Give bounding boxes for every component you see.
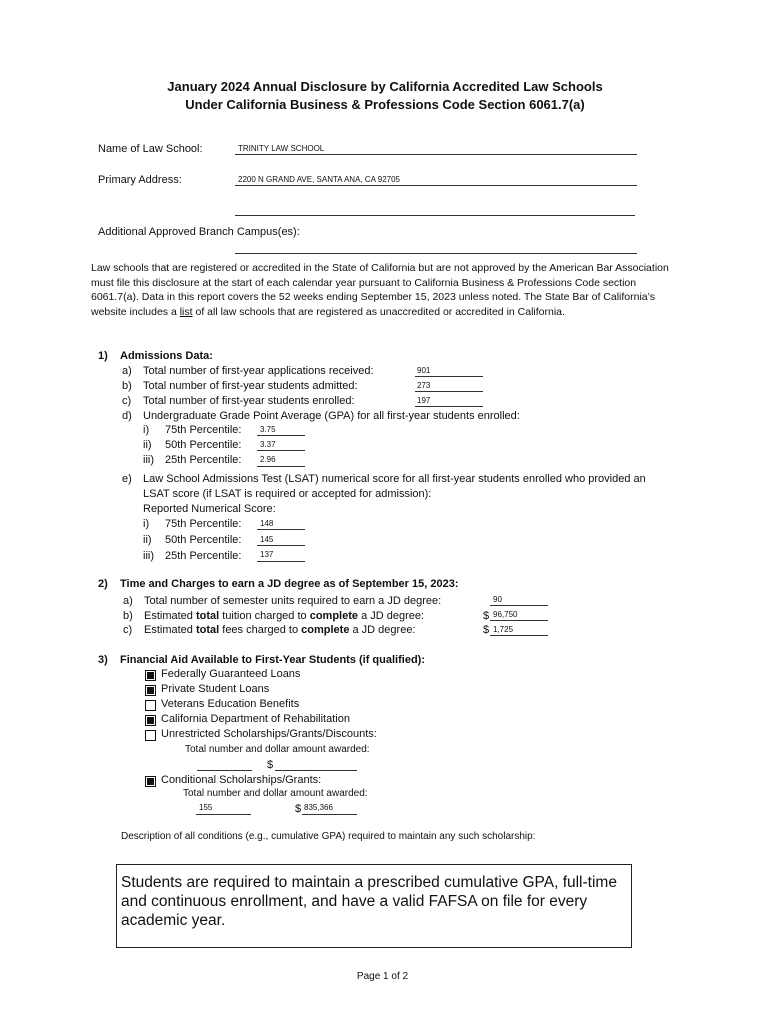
gpa-50-mark: ii) [143,439,152,451]
students-admitted-value[interactable]: 273 [417,381,431,390]
conditional-total-label: Total number and dollar amount awarded: [183,788,368,799]
fees-total-emphasis: total [195,624,220,636]
federal-loans-label: Federally Guaranteed Loans [161,668,301,680]
applications-line [415,376,483,377]
fees-value[interactable]: 1,725 [493,625,514,634]
gpa-50-line [257,450,305,451]
item-1b-mark: b) [122,380,132,392]
semester-units-value[interactable]: 90 [493,595,502,604]
lsat-75-label: 75th Percentile: [165,518,242,530]
item-1c-mark: c) [122,395,132,407]
item-2c-label [144,624,416,636]
item-1e-line-2: LSAT score (if LSAT is required or accepted for admission): [143,488,432,500]
conditional-count-line [196,814,251,815]
item-1e-mark: e) [122,473,132,485]
intro-text-end: of all law schools that are registered as unaccredited or accredited in California. [192,305,565,318]
section-3-heading: Financial Aid Available to First-Year Students (if qualified): [120,654,425,666]
lsat-50-mark: ii) [143,534,152,546]
conditional-amount-line [302,814,357,815]
tuition-line [490,620,548,621]
section-2-heading: Time and Charges to earn a JD degree as of September 15, 2023: [120,578,459,590]
page-footer: Page 1 of 2 [356,971,409,982]
gpa-25-value[interactable]: 2.96 [260,455,276,464]
gpa-25-line [257,466,305,467]
semester-units-line [490,605,548,606]
conditions-text-box[interactable] [116,864,632,948]
page-title-line-2: Under California Business & Professions Code Section 6061.7(a) [185,97,585,112]
conditions-description-label: Description of all conditions (e.g., cumulative GPA) required to maintain any such scholarship: [121,831,536,842]
gpa-75-label: 75th Percentile: [165,424,242,436]
gpa-75-value[interactable]: 3.75 [260,425,276,434]
item-1a-mark: a) [122,365,132,377]
gpa-75-line [257,435,305,436]
fees-text-1: Estimated [144,624,196,636]
section-1-heading: Admissions Data: [120,350,213,362]
school-name-line [235,154,637,155]
item-1e-line-3: Reported Numerical Score: [143,503,276,515]
unrestricted-scholarships-checkbox[interactable] [145,730,156,741]
unrestricted-dollar-sign: $ [267,759,274,771]
section-3-number: 3) [98,654,108,666]
lsat-25-value[interactable]: 137 [260,550,274,559]
primary-address-label: Primary Address: [98,174,182,186]
federal-loans-checkbox[interactable] [145,670,156,681]
address-second-line[interactable] [235,215,635,216]
rehabilitation-label: California Department of Rehabilitation [161,713,350,725]
lsat-50-line [257,545,305,546]
private-loans-label: Private Student Loans [161,683,270,695]
tuition-total-emphasis: total [195,610,220,622]
conditions-text: Students are required to maintain a prescribed cumulative GPA, full-time and continuous enrollment, and have a valid FAFSA on file for every academic year. [121,874,617,929]
item-2c-mark: c) [123,624,133,636]
conditional-count-value[interactable]: 155 [199,803,213,812]
veterans-benefits-label: Veterans Education Benefits [161,698,300,710]
admitted-line [415,391,483,392]
law-schools-list-link[interactable]: list [179,305,193,318]
applications-received-value[interactable]: 901 [417,366,431,375]
fees-dollar-sign: $ [483,624,490,636]
fees-text-3: a JD degree: [349,624,416,636]
conditional-scholarships-checkbox[interactable] [145,776,156,787]
gpa-75-mark: i) [143,424,150,436]
intro-text-start: Law schools that are registered or accredited in the State of California but are not approved by the American Bar Association must file this disclosure at the start of each calendar year pursuant to California Business & Professions Code section 6061.7(a). Data in this report covers the 52 weeks ending September 15, 2023 unless noted. The State Bar of California’s website includes a [91,262,669,318]
gpa-50-value[interactable]: 3.37 [260,440,276,449]
unrestricted-amount-line [275,770,357,771]
lsat-25-label: 25th Percentile: [165,550,242,562]
item-1d-label: Undergraduate Grade Point Average (GPA) for all first-year students enrolled: [143,410,520,422]
unrestricted-scholarships-label: Unrestricted Scholarships/Grants/Discounts: [161,728,377,740]
tuition-complete-emphasis: complete [309,610,359,622]
fees-complete-emphasis: complete [301,624,350,636]
item-2b-label [144,610,424,622]
lsat-25-mark: iii) [143,550,154,562]
private-loans-checkbox[interactable] [145,685,156,696]
students-enrolled-value[interactable]: 197 [417,396,431,405]
tuition-text-1: Estimated [144,610,196,622]
item-1e-line-1: Law School Admissions Test (LSAT) numerical score for all first-year students enrolled who provided an [143,473,646,485]
intro-paragraph [91,261,681,319]
tuition-value[interactable]: 96,750 [493,610,518,619]
item-1c-label: Total number of first-year students enrolled: [143,395,355,407]
tuition-dollar-sign: $ [483,610,490,622]
item-1a-label: Total number of first-year applications received: [143,365,374,377]
tuition-text-2: tuition charged to [219,610,310,622]
item-2a-label: Total number of semester units required to earn a JD degree: [144,595,442,607]
item-2b-mark: b) [123,610,133,622]
gpa-25-label: 25th Percentile: [165,454,242,466]
unrestricted-total-label: Total number and dollar amount awarded: [185,744,370,755]
conditional-scholarships-label: Conditional Scholarships/Grants: [161,774,322,786]
page-title-line-1: January 2024 Annual Disclosure by California Accredited Law Schools [167,79,603,94]
item-1b-label: Total number of first-year students admitted: [143,380,358,392]
rehabilitation-checkbox[interactable] [145,715,156,726]
item-2a-mark: a) [123,595,133,607]
tuition-text-3: a JD degree: [358,610,425,622]
item-1d-mark: d) [122,410,132,422]
lsat-50-label: 50th Percentile: [165,534,242,546]
conditional-dollar-sign: $ [295,803,302,815]
gpa-50-label: 50th Percentile: [165,439,242,451]
lsat-75-mark: i) [143,518,150,530]
branch-campus-line[interactable] [235,253,637,254]
school-name-label: Name of Law School: [98,143,203,155]
lsat-50-value[interactable]: 145 [260,535,274,544]
unrestricted-count-line [197,770,252,771]
lsat-75-line [257,529,305,530]
gpa-25-mark: iii) [143,454,154,466]
conditional-amount-value[interactable]: 835,366 [304,803,333,812]
section-1-number: 1) [98,350,108,362]
primary-address-line [235,185,637,186]
veterans-benefits-checkbox[interactable] [145,700,156,711]
lsat-25-line [257,561,305,562]
lsat-75-value[interactable]: 148 [260,519,274,528]
branch-campus-label: Additional Approved Branch Campus(es): [98,226,300,238]
primary-address-value[interactable]: 2200 N GRAND AVE, SANTA ANA, CA 92705 [238,175,401,184]
fees-line [490,635,548,636]
school-name-value[interactable]: TRINITY LAW SCHOOL [238,144,325,153]
enrolled-line [415,406,483,407]
section-2-number: 2) [98,578,108,590]
fees-text-2: fees charged to [219,624,302,636]
